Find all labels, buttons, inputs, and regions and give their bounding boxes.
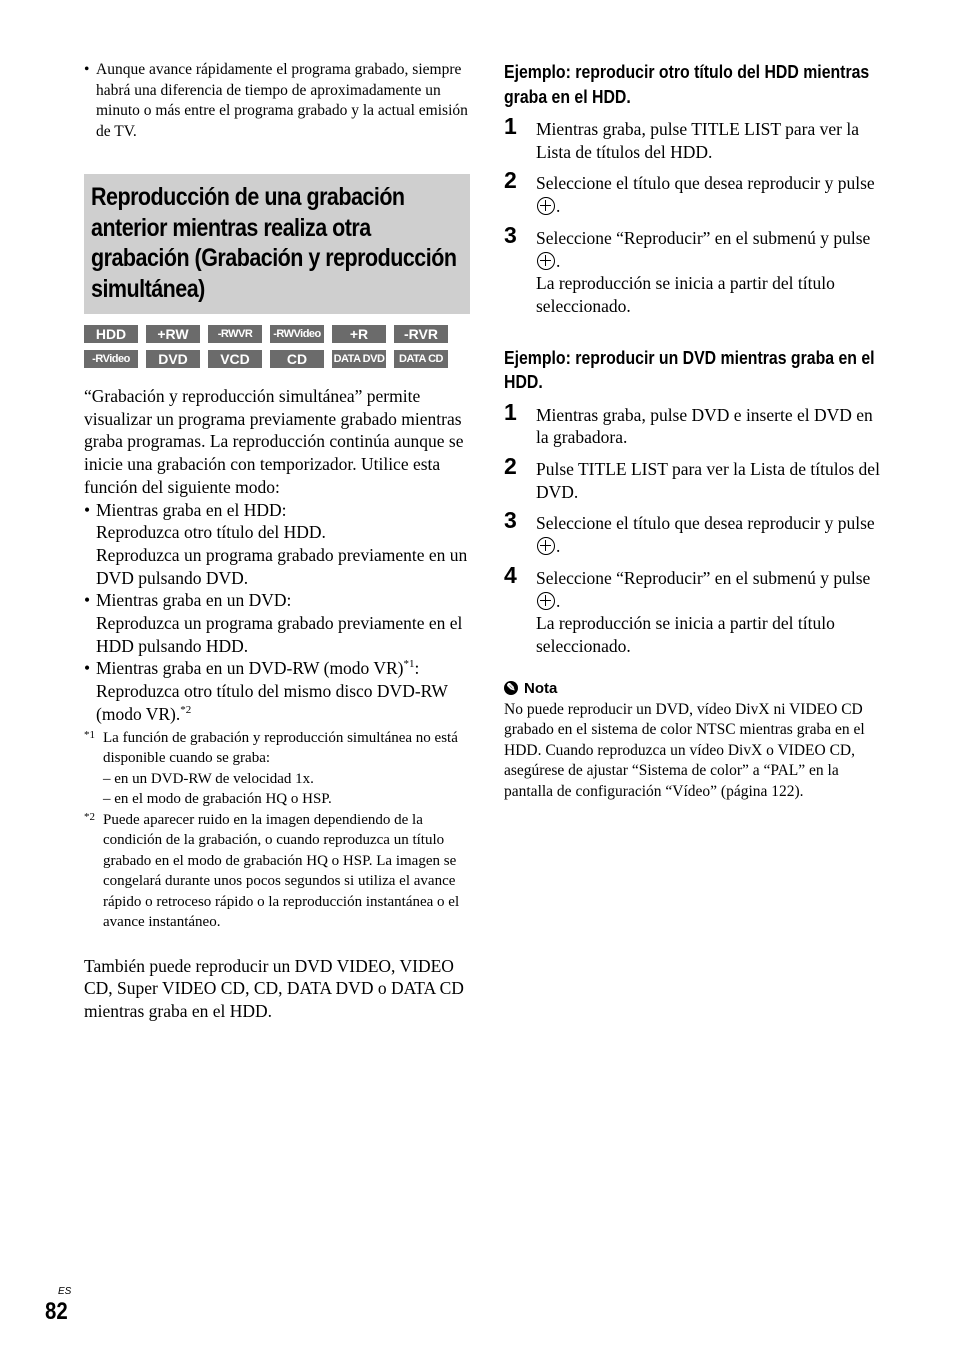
intro-block [84, 385, 470, 726]
step-text: Pulse TITLE LIST para ver la Lista de títulos del DVD. [536, 459, 880, 502]
disc-badge: CD [270, 350, 324, 368]
nota-text: No puede reproducir un DVD, vídeo DivX ni VIDEO CD grabado en el sistema de color NTSC mientras graba en el HDD. Cuando reproduzca un vídeo DivX o VIDEO CD, asegúrese de ajustar “Sistema de color” a “PAL” en la pantalla de configuración “Vídeo” (página 122). [504, 700, 865, 800]
bullet-dot: • [84, 499, 91, 520]
section-title-box [84, 174, 470, 314]
step-punct: . [556, 196, 561, 217]
disc-type-badges [84, 325, 470, 368]
step-number: 2 [504, 453, 517, 480]
usage-bullet-head: Mientras graba en un DVD: [96, 590, 292, 611]
disc-badge: -RWVideo [270, 325, 324, 343]
enter-button-icon [537, 592, 555, 610]
page-language: ES [58, 1286, 72, 1297]
top-bullet [84, 60, 470, 142]
disc-badge: +RW [146, 325, 200, 343]
step-number: 2 [504, 167, 517, 194]
disc-badge: -RVideo [84, 350, 138, 368]
bullet-dot: • [84, 61, 90, 78]
enter-button-icon [537, 197, 555, 215]
footnote-mark-1: *1 [84, 728, 95, 741]
usage-bullet-line: Reproduzca un programa grabado previamente en un DVD pulsando DVD. [96, 544, 468, 588]
bullet-dvd-rw [84, 657, 470, 725]
example-1-heading: Ejemplo: reproducir otro título del HDD mientras graba en el HDD. [504, 62, 870, 107]
step-result: La reproducción se inicia a partir del título seleccionado. [536, 613, 835, 656]
usage-bullet-line: Reproduzca un programa grabado previamente en el HDD pulsando HDD. [96, 613, 463, 656]
usage-bullet [84, 499, 470, 590]
example-2-heading: Ejemplo: reproducir un DVD mientras graba en el HDD. [504, 347, 875, 393]
disc-badge: VCD [208, 350, 262, 368]
nota-label: Nota [524, 679, 558, 697]
page-number: 82 [45, 1298, 68, 1325]
note-icon: ✎ [504, 681, 518, 695]
step-text: Seleccione el título que desea reproducir y pulse [536, 513, 875, 534]
disc-badge: DATA CD [394, 350, 448, 368]
step [504, 453, 888, 503]
colon: : [414, 658, 420, 679]
step-number: 1 [504, 398, 517, 425]
bullet-dvd-rw-line: Reproduzca otro título del mismo disco DVD-RW (modo VR). [96, 681, 448, 724]
step-punct: . [556, 590, 561, 611]
step [504, 221, 888, 318]
nota-heading [504, 680, 888, 697]
step-number: 4 [504, 561, 517, 588]
intro-paragraph: “Grabación y reproducción simultánea” permite visualizar un programa previamente grabado mientras graba programas. La reproducción continúa aunque se inicie una grabación con temporizador. Utilice esta función del siguiente modo: [84, 386, 464, 497]
footnote-mark-2: *2 [84, 810, 95, 823]
footnote-2 [84, 810, 470, 933]
usage-bullet [84, 589, 470, 657]
step-text: Mientras graba, pulse DVD e inserte el DVD en la grabadora. [536, 404, 873, 448]
example-1-steps [504, 113, 888, 318]
disc-badge: DVD [146, 350, 200, 368]
footnote-2-text: Puede aparecer ruido en la imagen dependiendo de la condición de la grabación, o cuando reproduzca un título grabado en el modo de grabación HQ o HSP. La imagen se congelará durante unos pocos segundos si utiliza el avance rápido o retroceso rápido o la reproducción instantánea o el avance instantáneo. [103, 811, 460, 931]
bullet-dot: • [84, 590, 91, 611]
footnote-1-text: La función de grabación y reproducción simultánea no está disponible cuando se graba: [103, 729, 458, 767]
step-result: La reproducción se inicia a partir del título seleccionado. [536, 273, 835, 316]
footnote-1 [84, 728, 470, 810]
step [504, 398, 888, 449]
step-text: Seleccione “Reproducir” en el submenú y pulse [536, 567, 871, 588]
step [504, 113, 888, 163]
step-number: 1 [504, 113, 517, 139]
step [504, 167, 888, 217]
top-bullet-text: Aunque avance rápidamente el programa grabado, siempre habrá una diferencia de tiempo de aproximadamente un minuto o más entre el programa grabado y la actual emisión de TV. [96, 61, 468, 140]
step-number: 3 [504, 507, 517, 534]
disc-badge: -RWVR [208, 325, 262, 343]
bullet-dvd-rw-head: Mientras graba en un DVD-RW (modo VR) [96, 658, 404, 679]
step-punct: . [556, 250, 561, 271]
enter-button-icon [537, 537, 555, 555]
step [504, 561, 888, 658]
step-text: Mientras graba, pulse TITLE LIST para ver la Lista de títulos del HDD. [536, 119, 859, 162]
also-paragraph: También puede reproducir un DVD VIDEO, VIDEO CD, Super VIDEO CD, CD, DATA DVD o DATA CD mientras graba en el HDD. [84, 955, 464, 1021]
enter-button-icon [537, 252, 555, 270]
usage-bullets [84, 499, 470, 658]
bullet-dot: • [84, 658, 91, 679]
usage-bullet-head: Mientras graba en el HDD: [96, 499, 287, 520]
footnote-ref-1: *1 [403, 658, 415, 671]
disc-badge: HDD [84, 325, 138, 343]
disc-badge: +R [332, 325, 386, 343]
footnote-1-items [103, 769, 470, 810]
footnote-item: – en un DVD-RW de velocidad 1x. [103, 770, 314, 787]
step-text: Seleccione el título que desea reproducir y pulse [536, 173, 875, 194]
disc-badge: DATA DVD [332, 350, 386, 368]
step [504, 507, 888, 557]
step-text: Seleccione “Reproducir” en el submenú y pulse [536, 227, 871, 248]
footnote-ref-2: *2 [180, 704, 192, 717]
disc-badge: -RVR [394, 325, 448, 343]
left-column [84, 60, 470, 1023]
footnote-item: – en el modo de grabación HQ o HSP. [103, 791, 332, 808]
step-number: 3 [504, 221, 517, 248]
step-punct: . [556, 536, 561, 557]
usage-bullet-line: Reproduzca otro título del HDD. [96, 522, 326, 543]
section-title: Reproducción de una grabación anterior mientras realiza otra grabación (Grabación y reproducción simultánea) [91, 183, 457, 303]
example-2-steps [504, 398, 888, 658]
right-column [504, 60, 888, 802]
